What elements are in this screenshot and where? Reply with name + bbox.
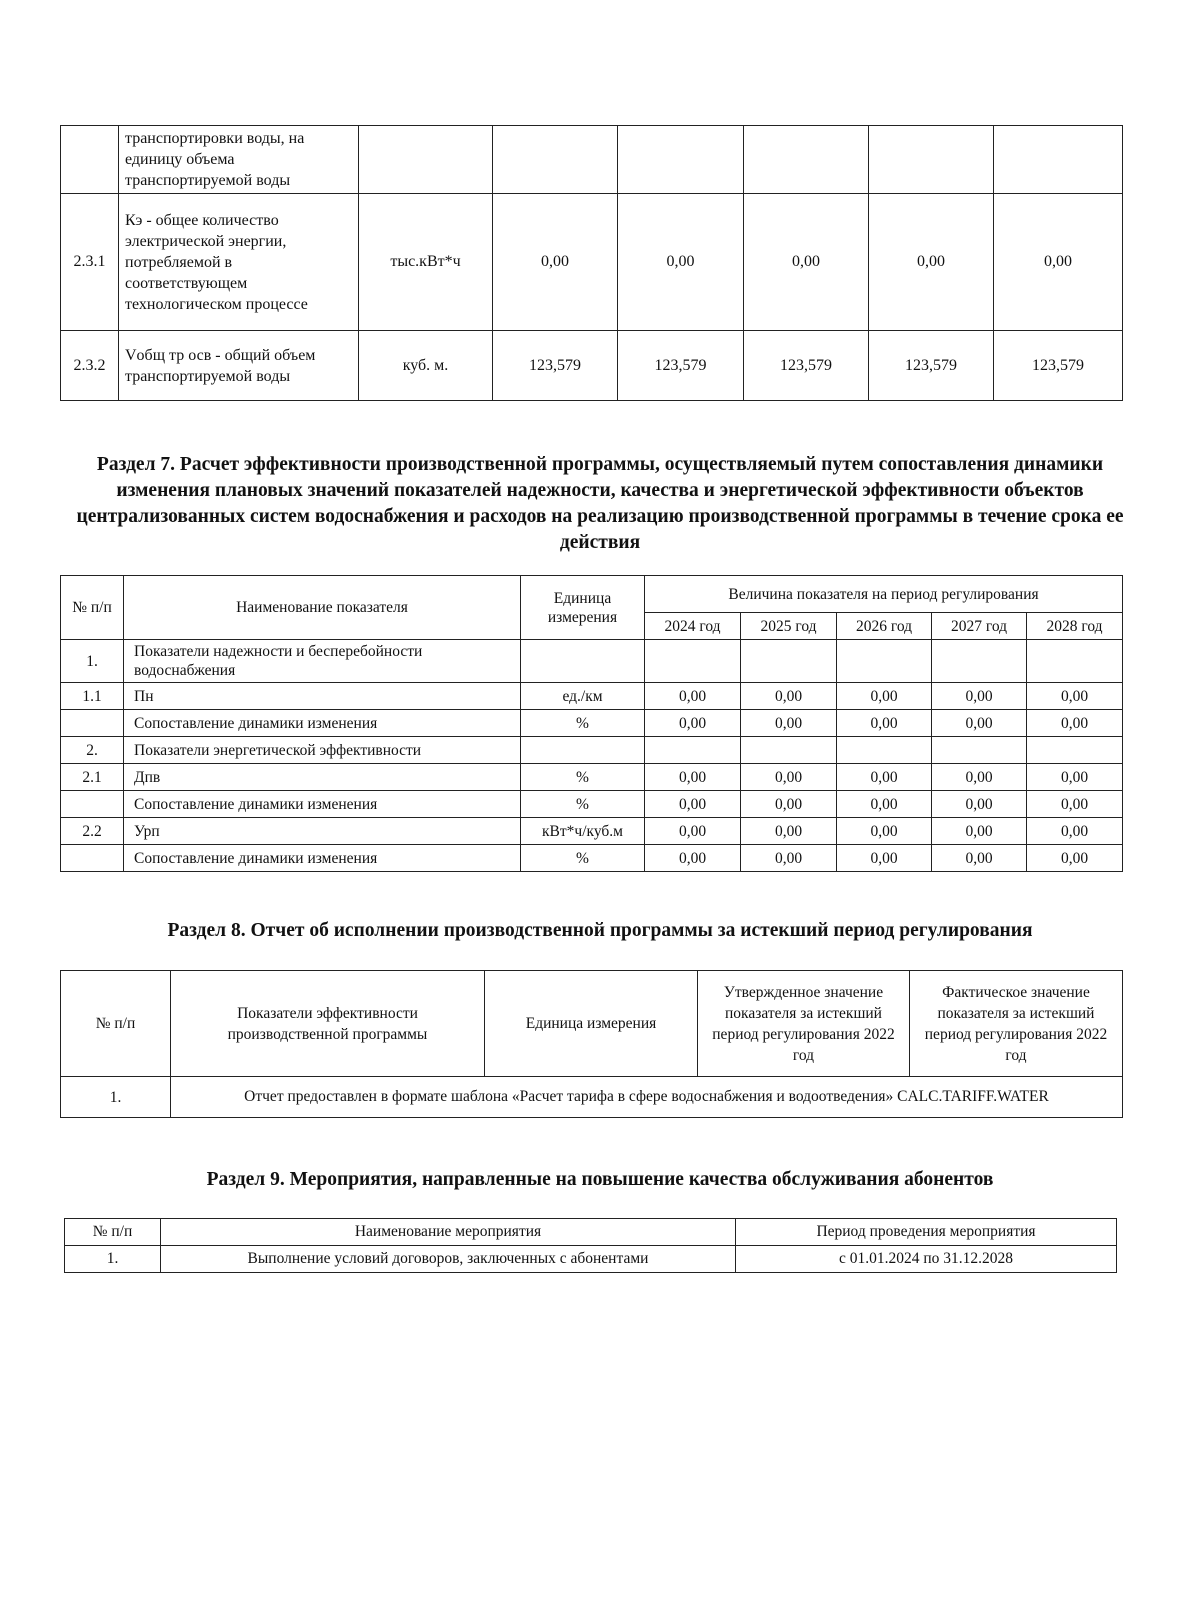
row-num: 2.3.2 xyxy=(61,331,119,401)
row-num: 1. xyxy=(61,640,124,683)
header-year: 2027 год xyxy=(932,613,1027,640)
value-cell: 123,579 xyxy=(493,331,618,401)
table-row xyxy=(61,791,1123,818)
value-cell: 0,00 xyxy=(493,194,618,331)
value-cell: 0,00 xyxy=(994,194,1123,331)
header-measure: Наименование мероприятия xyxy=(161,1219,736,1246)
header-unit: Единица измерения xyxy=(521,576,645,640)
table-row xyxy=(61,845,1123,872)
unit: % xyxy=(521,764,645,791)
section8-title: Раздел 8. Отчет об исполнении производственной программы за истекший период регулирования xyxy=(167,920,1033,941)
value-cell: 0,00 xyxy=(837,791,932,818)
unit xyxy=(521,640,645,683)
section7-table xyxy=(60,575,1123,872)
value-cell: 0,00 xyxy=(869,194,994,331)
value-cell: 0,00 xyxy=(837,683,932,710)
value-cell: 0,00 xyxy=(645,845,741,872)
value-cell xyxy=(645,737,741,764)
value-cell: 0,00 xyxy=(932,764,1027,791)
value-cell: 0,00 xyxy=(741,791,837,818)
row-num xyxy=(61,710,124,737)
header-year: 2024 год xyxy=(645,613,741,640)
measure-period: с 01.01.2024 по 31.12.2028 xyxy=(736,1246,1117,1273)
unit xyxy=(359,126,493,194)
row-num: 2.3.1 xyxy=(61,194,119,331)
table-row xyxy=(61,683,1123,710)
row-num: 1. xyxy=(65,1246,161,1273)
section7-title: Раздел 7. Расчет эффективности производственной программы, осуществляемый путем сопоставления динамики изменения плановых значений показателей надежности, качества и энергетической эффективности объектов централизованных систем водоснабжения и расходов на реализацию производственной программы в течение срока ее действия xyxy=(76,454,1124,553)
unit: % xyxy=(521,845,645,872)
header-period: Период проведения мероприятия xyxy=(736,1219,1117,1246)
row-num: 1.1 xyxy=(61,683,124,710)
value-cell: 123,579 xyxy=(744,331,869,401)
value-cell: 0,00 xyxy=(837,764,932,791)
indicator-name: Сопоставление динамики изменения xyxy=(124,710,521,737)
value-cell: 0,00 xyxy=(741,683,837,710)
table-row xyxy=(61,737,1123,764)
value-cell xyxy=(869,126,994,194)
indicator-name: Показатели надежности и бесперебойности водоснабжения xyxy=(124,640,521,683)
value-cell xyxy=(645,640,741,683)
report-text: Отчет предоставлен в формате шаблона «Расчет тарифа в сфере водоснабжения и водоотведения» CALC.TARIFF.WATER xyxy=(171,1077,1123,1118)
header-name: Наименование показателя xyxy=(124,576,521,640)
indicator-name: Показатели энергетической эффективности xyxy=(124,737,521,764)
row-num xyxy=(61,126,119,194)
value-cell xyxy=(741,640,837,683)
value-cell xyxy=(837,737,932,764)
value-cell xyxy=(493,126,618,194)
value-cell: 0,00 xyxy=(932,818,1027,845)
section9-title: Раздел 9. Мероприятия, направленные на повышение качества обслуживания абонентов xyxy=(206,1169,994,1190)
header-num: № п/п xyxy=(61,971,171,1077)
value-cell xyxy=(1027,640,1123,683)
table-row xyxy=(61,764,1123,791)
table-row xyxy=(61,710,1123,737)
header-unit: Единица измерения xyxy=(485,971,698,1077)
indicator-name: Сопоставление динамики изменения xyxy=(124,845,521,872)
value-cell: 0,00 xyxy=(618,194,744,331)
unit: куб. м. xyxy=(359,331,493,401)
value-cell: 0,00 xyxy=(741,710,837,737)
value-cell: 0,00 xyxy=(741,764,837,791)
value-cell: 0,00 xyxy=(744,194,869,331)
value-cell: 123,579 xyxy=(618,331,744,401)
header-num: № п/п xyxy=(61,576,124,640)
table-row xyxy=(61,331,1123,401)
value-cell: 0,00 xyxy=(1027,764,1123,791)
unit xyxy=(521,737,645,764)
row-num: 1. xyxy=(61,1077,171,1118)
header-year: 2025 год xyxy=(741,613,837,640)
value-cell xyxy=(994,126,1123,194)
header-year: 2028 год xyxy=(1027,613,1123,640)
value-cell xyxy=(744,126,869,194)
value-cell: 0,00 xyxy=(837,845,932,872)
unit: тыс.кВт*ч xyxy=(359,194,493,331)
continued-table xyxy=(60,125,1123,401)
indicator-name: транспортировки воды, на единицу объема транспортируемой воды xyxy=(119,126,359,194)
row-num: 2. xyxy=(61,737,124,764)
value-cell: 0,00 xyxy=(837,818,932,845)
value-cell xyxy=(618,126,744,194)
value-cell: 0,00 xyxy=(645,818,741,845)
header-actual: Фактическое значение показателя за истекший период регулирования 2022 год xyxy=(910,971,1123,1077)
table-row xyxy=(61,194,1123,331)
value-cell: 0,00 xyxy=(741,818,837,845)
value-cell: 0,00 xyxy=(645,791,741,818)
value-cell: 123,579 xyxy=(994,331,1123,401)
unit: % xyxy=(521,710,645,737)
value-cell: 0,00 xyxy=(741,845,837,872)
value-cell: 0,00 xyxy=(837,710,932,737)
indicator-name: Сопоставление динамики изменения xyxy=(124,791,521,818)
table-row xyxy=(61,126,1123,194)
value-cell xyxy=(741,737,837,764)
unit: ед./км xyxy=(521,683,645,710)
value-cell: 0,00 xyxy=(932,791,1027,818)
indicator-name: Vобщ тр осв - общий объем транспортируемой воды xyxy=(119,331,359,401)
value-cell: 0,00 xyxy=(645,764,741,791)
unit: кВт*ч/куб.м xyxy=(521,818,645,845)
indicator-name: Кэ - общее количество электрической энергии, потребляемой в соответствующем технологическом процессе xyxy=(119,194,359,331)
table-row xyxy=(61,640,1123,683)
value-cell: 0,00 xyxy=(932,683,1027,710)
indicator-name: Пн xyxy=(124,683,521,710)
header-year: 2026 год xyxy=(837,613,932,640)
value-cell xyxy=(932,737,1027,764)
header-approved: Утвержденное значение показателя за истекший период регулирования 2022 год xyxy=(698,971,910,1077)
measure-name: Выполнение условий договоров, заключенных с абонентами xyxy=(161,1246,736,1273)
value-cell xyxy=(932,640,1027,683)
value-cell: 0,00 xyxy=(1027,683,1123,710)
header-indicators: Показатели эффективности производственной программы xyxy=(171,971,485,1077)
row-num xyxy=(61,845,124,872)
value-cell: 0,00 xyxy=(932,710,1027,737)
header-num: № п/п xyxy=(65,1219,161,1246)
value-cell: 0,00 xyxy=(1027,818,1123,845)
value-cell: 0,00 xyxy=(645,683,741,710)
value-cell: 0,00 xyxy=(1027,791,1123,818)
header-period: Величина показателя на период регулирования xyxy=(645,576,1123,613)
unit: % xyxy=(521,791,645,818)
value-cell: 0,00 xyxy=(1027,845,1123,872)
indicator-name: Урп xyxy=(124,818,521,845)
value-cell: 123,579 xyxy=(869,331,994,401)
value-cell: 0,00 xyxy=(645,710,741,737)
section9-table xyxy=(64,1218,1117,1273)
value-cell xyxy=(1027,737,1123,764)
section8-table xyxy=(60,970,1123,1118)
value-cell xyxy=(837,640,932,683)
row-num xyxy=(61,791,124,818)
indicator-name: Дпв xyxy=(124,764,521,791)
table-row xyxy=(61,818,1123,845)
value-cell: 0,00 xyxy=(1027,710,1123,737)
value-cell: 0,00 xyxy=(932,845,1027,872)
row-num: 2.1 xyxy=(61,764,124,791)
row-num: 2.2 xyxy=(61,818,124,845)
